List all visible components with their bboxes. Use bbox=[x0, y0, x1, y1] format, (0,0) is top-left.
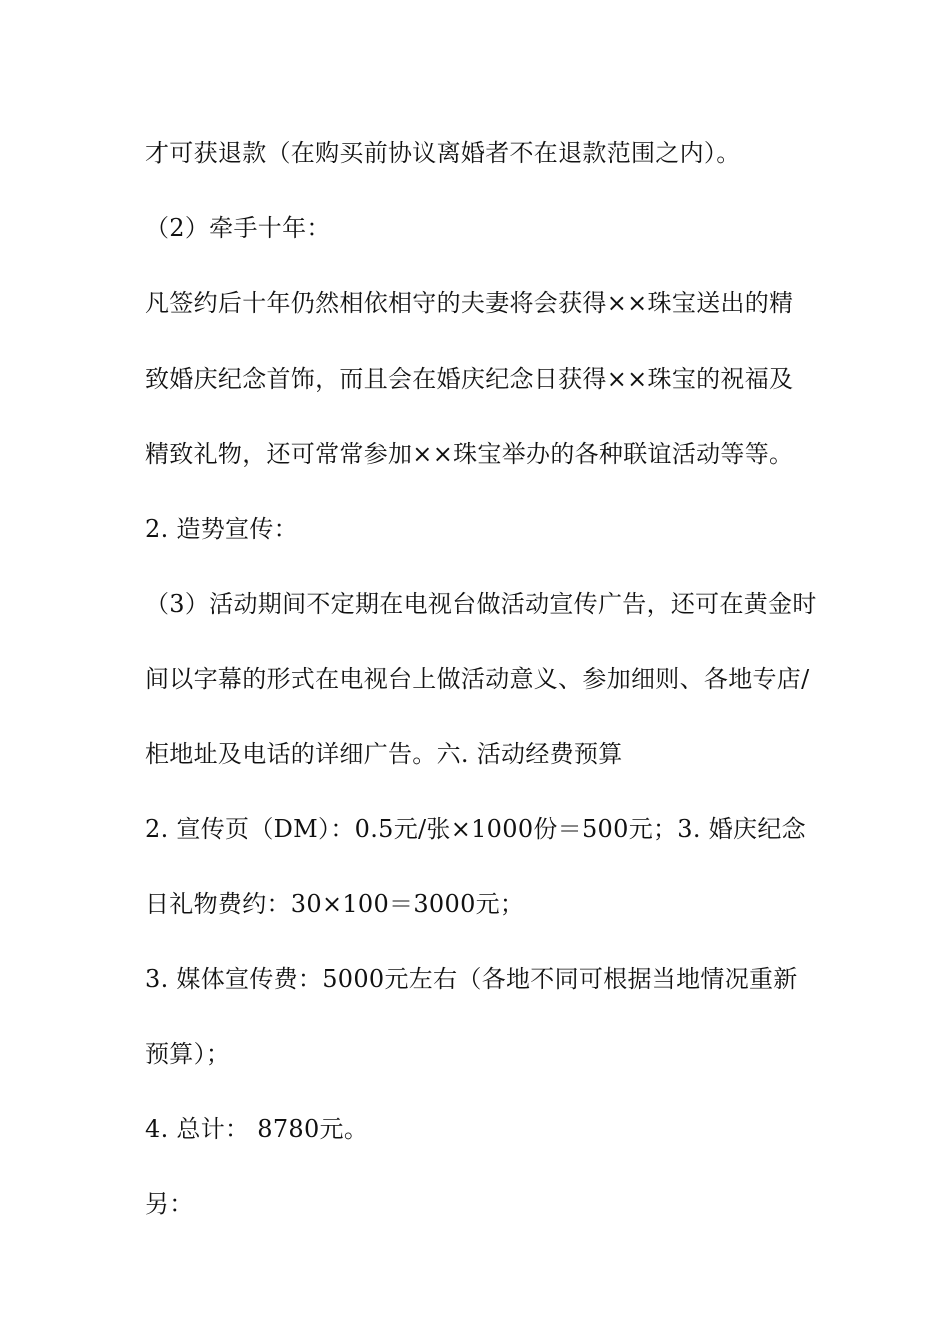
paragraph-line-tv-ad-2: 间以字幕的形式在电视台上做活动意义、参加细则、各地专店/ bbox=[145, 665, 810, 693]
paragraph-line-ten-years-heading: （2）牵手十年： bbox=[145, 214, 331, 242]
paragraph-line-ten-years-1: 凡签约后十年仍然相依相守的夫妻将会获得××珠宝送出的精 bbox=[145, 289, 794, 317]
section-heading-promotion: 2. 造势宣传： bbox=[145, 515, 298, 543]
paragraph-line-tv-ad-3: 柜地址及电话的详细广告。六. 活动经费预算 bbox=[145, 740, 623, 768]
paragraph-line-ten-years-3: 精致礼物，还可常常参加××珠宝举办的各种联谊活动等等。 bbox=[145, 440, 794, 468]
budget-line-media-1: 3. 媒体宣传费：5000元左右（各地不同可根据当地情况重新 bbox=[145, 965, 798, 993]
budget-line-media-2: 预算）； bbox=[145, 1040, 231, 1068]
paragraph-line-tv-ad-1: （3）活动期间不定期在电视台做活动宣传广告，还可在黄金时 bbox=[145, 590, 817, 618]
paragraph-line-additional: 另： bbox=[145, 1190, 194, 1218]
budget-line-gifts: 日礼物费约：30×100＝3000元； bbox=[145, 890, 525, 918]
paragraph-line-ten-years-2: 致婚庆纪念首饰，而且会在婚庆纪念日获得××珠宝的祝福及 bbox=[145, 365, 794, 393]
budget-line-dm: 2. 宣传页（DM）：0.5元/张×1000份＝500元；3. 婚庆纪念 bbox=[145, 815, 806, 843]
paragraph-line-refund-condition: 才可获退款（在购买前协议离婚者不在退款范围之内）。 bbox=[145, 139, 741, 167]
budget-line-total: 4. 总计： 8780元。 bbox=[145, 1115, 369, 1143]
